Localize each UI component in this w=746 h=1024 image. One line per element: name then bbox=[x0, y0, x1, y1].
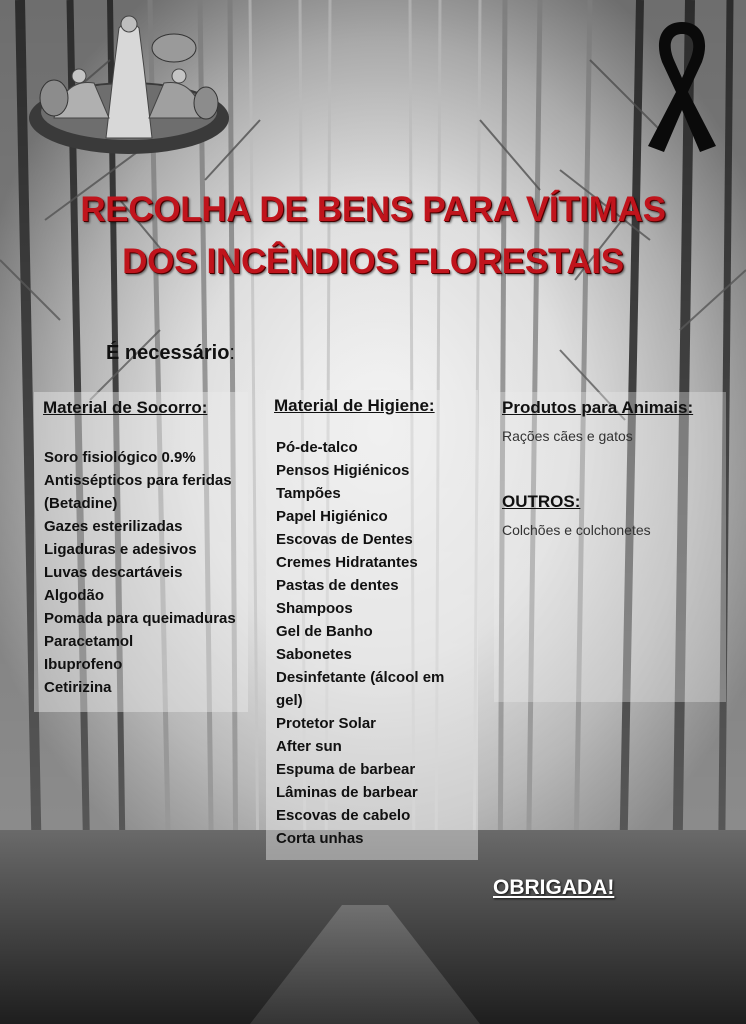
list-item: Papel Higiénico bbox=[276, 508, 388, 525]
thank-you-text: OBRIGADA! bbox=[493, 876, 615, 899]
list-item: Corta unhas bbox=[276, 830, 364, 847]
list-item: gel) bbox=[276, 692, 303, 709]
list-item: Pensos Higiénicos bbox=[276, 462, 410, 479]
list-item: Ibuprofeno bbox=[44, 656, 123, 673]
list-item: Escovas de cabelo bbox=[276, 807, 411, 824]
list-item: Antissépticos para feridas bbox=[44, 472, 232, 489]
list-item: Pó-de-talco bbox=[276, 439, 358, 456]
first-aid-list bbox=[34, 446, 248, 699]
list-item: Shampoos bbox=[276, 600, 353, 617]
other-needs-column bbox=[494, 392, 726, 702]
animals-text: Rações cães e gatos bbox=[502, 428, 633, 444]
sculpture-emblem bbox=[24, 8, 234, 158]
first-aid-heading: Material de Socorro: bbox=[43, 398, 208, 417]
list-item: Sabonetes bbox=[276, 646, 352, 663]
list-item: Cetirizina bbox=[44, 679, 112, 696]
list-item: Tampões bbox=[276, 485, 341, 502]
intro-label: É necessário bbox=[106, 342, 230, 364]
list-item: Espuma de barbear bbox=[276, 761, 416, 778]
list-item: Cremes Hidratantes bbox=[276, 554, 418, 571]
intro-text bbox=[106, 342, 235, 365]
others-text: Colchões e colchonetes bbox=[502, 522, 651, 538]
mourning-ribbon-icon bbox=[640, 18, 724, 154]
hygiene-heading: Material de Higiene: bbox=[274, 396, 435, 415]
list-item: Escovas de Dentes bbox=[276, 531, 413, 548]
intro-colon: : bbox=[229, 342, 235, 364]
list-item: Desinfetante (álcool em bbox=[276, 669, 445, 686]
first-aid-column bbox=[34, 392, 248, 712]
animals-heading: Produtos para Animais: bbox=[502, 398, 694, 417]
page-title bbox=[0, 184, 746, 288]
list-item: Luvas descartáveis bbox=[44, 564, 183, 581]
list-item: Gazes esterilizadas bbox=[44, 518, 183, 535]
list-item: Pomada para queimaduras bbox=[44, 610, 236, 627]
list-item: Gel de Banho bbox=[276, 623, 373, 640]
list-item: Ligaduras e adesivos bbox=[44, 541, 197, 558]
list-item: After sun bbox=[276, 738, 342, 755]
list-item: Protetor Solar bbox=[276, 715, 377, 732]
list-item: Paracetamol bbox=[44, 633, 134, 650]
list-item: (Betadine) bbox=[44, 495, 118, 512]
list-item: Soro fisiológico 0.9% bbox=[44, 449, 196, 466]
hygiene-column bbox=[266, 390, 478, 860]
others-heading: OUTROS: bbox=[502, 492, 581, 511]
list-item: Lâminas de barbear bbox=[276, 784, 418, 801]
list-item: Pastas de dentes bbox=[276, 577, 399, 594]
title-line-2: DOS INCÊNDIOS FLORESTAIS bbox=[122, 242, 624, 281]
hygiene-list bbox=[266, 436, 478, 850]
list-item: Algodão bbox=[44, 587, 104, 604]
title-line-1: RECOLHA DE BENS PARA VÍTIMAS bbox=[80, 190, 666, 229]
